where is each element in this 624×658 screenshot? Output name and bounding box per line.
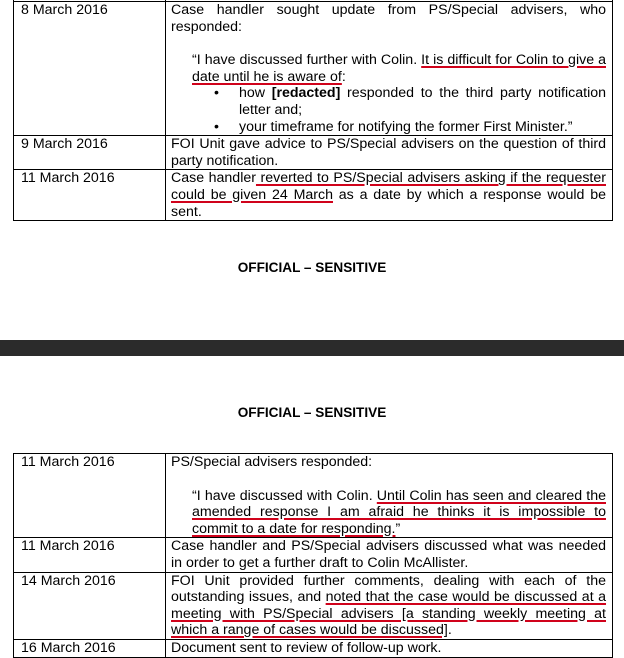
row-intro-text: Case handler sought update from PS/Special advisers, who responded: bbox=[171, 2, 606, 35]
date-cell: 14 March 2016 bbox=[14, 572, 166, 639]
bullet-item: • how [redacted] responded to the third party notification letter and; bbox=[239, 85, 606, 118]
page-separator bbox=[0, 340, 624, 356]
date-cell: 11 March 2016 bbox=[14, 170, 166, 221]
quote-text: “I have discussed with Colin. bbox=[192, 487, 377, 504]
description-cell: Case handler and PS/Special advisers discussed what was needed in order to get a further draft to Colin McAllister. bbox=[166, 538, 613, 572]
document-page-bottom bbox=[0, 356, 624, 656]
quoted-response bbox=[192, 488, 606, 538]
chronology-table-top bbox=[13, 0, 613, 221]
table-row bbox=[14, 538, 613, 572]
description-cell: FOI Unit provided further comments, dealing with each of the outstanding issues, and noted that the case would be discussed at a meeting with PS/Special advisers [a standing weekly meeting at which a range of cases would be discussed]. bbox=[166, 572, 613, 639]
quote-text: “I have discussed further with Colin. bbox=[192, 52, 422, 69]
redacted-marker: [redacted] bbox=[271, 85, 341, 102]
security-marking-footer: OFFICIAL – SENSITIVE bbox=[237, 260, 387, 275]
bullet-list bbox=[192, 85, 606, 135]
table-row bbox=[14, 454, 613, 538]
underlined-text: reverted to PS/Special advisers asking if the requester could be given 24 March bbox=[171, 170, 606, 203]
quote-punctuation: ” bbox=[395, 520, 401, 537]
description-cell: FOI Unit gave advice to PS/Special advisers on the question of third party notification. bbox=[166, 136, 613, 170]
date-cell: 11 March 2016 bbox=[14, 538, 166, 572]
description-cell bbox=[166, 2, 613, 136]
chronology-table-bottom bbox=[13, 453, 613, 658]
date-cell: 11 March 2016 bbox=[14, 454, 166, 538]
clipped-text-line bbox=[171, 0, 606, 1]
description-cell bbox=[166, 454, 613, 538]
underlined-quote-text: Until Colin has seen and cleared the amended response I am afraid he thinks it is impossible to commit to a date for responding. bbox=[192, 487, 606, 537]
table-row bbox=[14, 136, 613, 170]
description-cell: Case handler reverted to PS/Special advisers asking if the requester could be given 24 March as a date by which a response would be sent. bbox=[166, 170, 613, 221]
security-marking-header: OFFICIAL – SENSITIVE bbox=[237, 405, 387, 420]
table-row bbox=[14, 572, 613, 639]
underlined-text: noted that the case would be discussed at a meeting with PS/Special advisers [a standing weekly meeting at which a range of cases would be discussed] bbox=[171, 589, 607, 639]
quote-punctuation: : bbox=[341, 68, 346, 85]
date-cell: 8 March 2016 bbox=[14, 2, 166, 136]
row-intro-text: PS/Special advisers responded: bbox=[171, 454, 373, 470]
quoted-response bbox=[192, 52, 606, 135]
description-cell: Document sent to review of follow-up work. bbox=[166, 639, 613, 657]
table-row bbox=[14, 170, 613, 221]
date-cell: 16 March 2016 bbox=[14, 639, 166, 657]
date-cell: 9 March 2016 bbox=[14, 136, 166, 170]
bullet-item: • your timeframe for notifying the former First Minister.” bbox=[239, 119, 606, 136]
table-row bbox=[14, 2, 613, 136]
underlined-quote-text: It is difficult for Colin to give a date until he is aware of bbox=[192, 52, 606, 85]
table-row-clipped bbox=[14, 639, 613, 657]
